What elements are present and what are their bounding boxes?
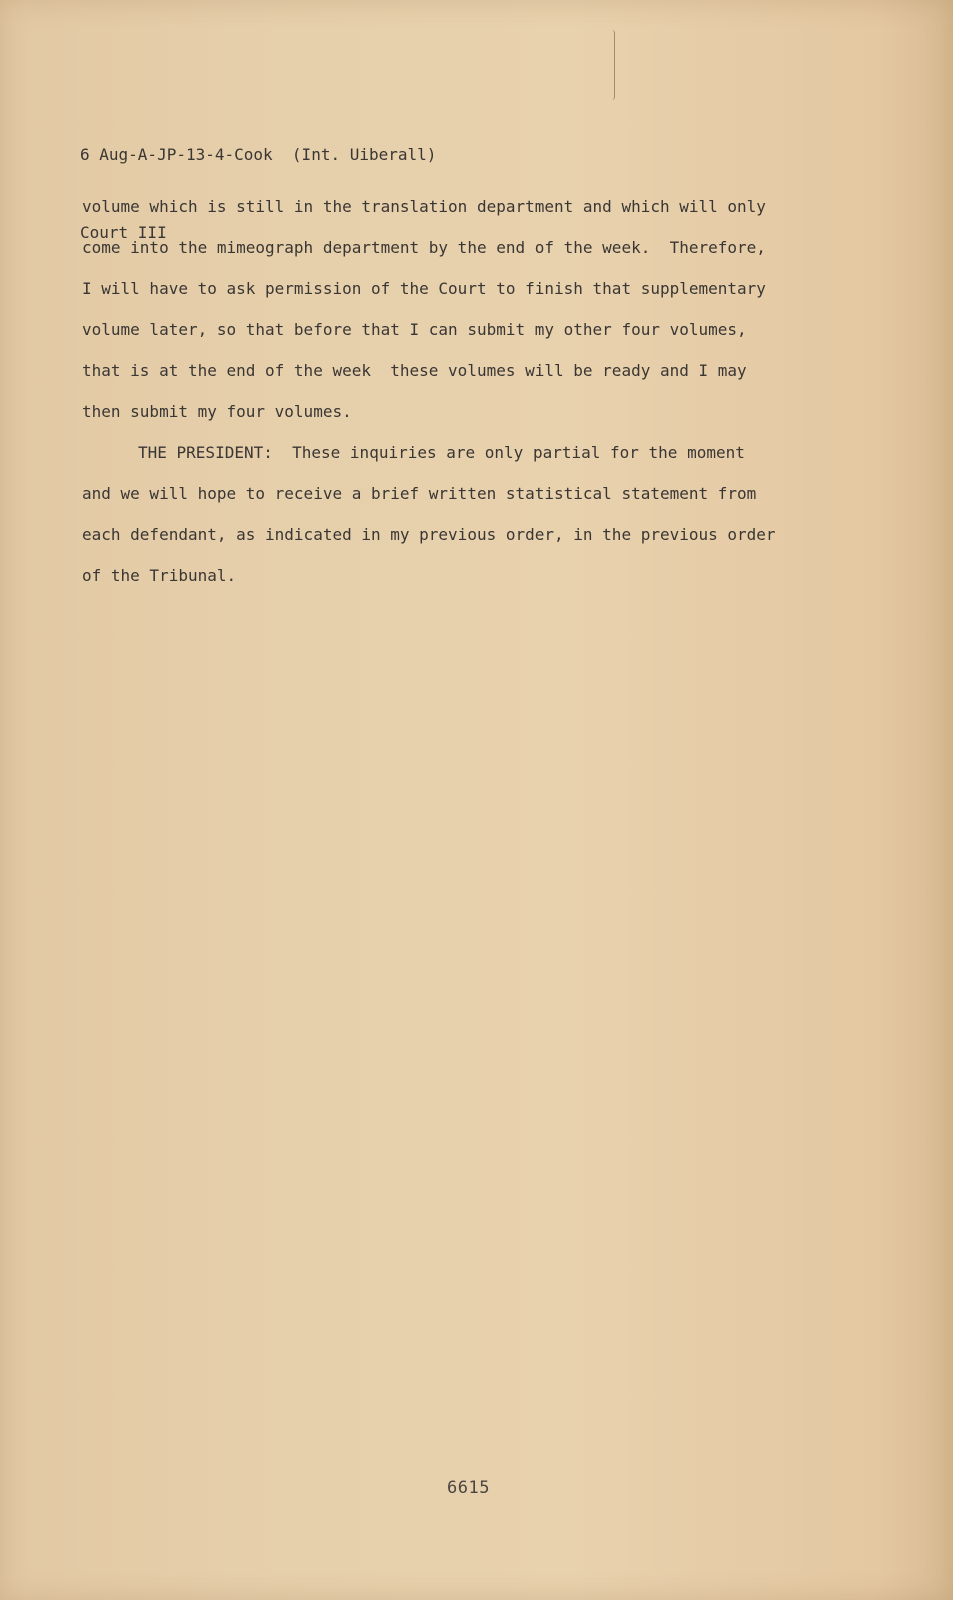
transcript-body [82, 186, 842, 596]
body-line: that is at the end of the week these volumes will be ready and I may [82, 361, 747, 380]
body-line: come into the mimeograph department by the end of the week. Therefore, [82, 238, 766, 257]
header-line-1: 6 Aug-A-JP-13-4-Cook (Int. Uiberall) [80, 145, 437, 164]
page-number: 6615 [447, 1478, 490, 1498]
body-line: volume later, so that before that I can submit my other four volumes, [82, 320, 747, 339]
body-line: then submit my four volumes. [82, 402, 352, 421]
body-line: of the Tribunal. [82, 566, 237, 585]
body-line: I will have to ask permission of the Court to finish that supplementary [82, 279, 766, 298]
body-line: and we will hope to receive a brief written statistical statement from [82, 484, 757, 503]
header-line-2: Court III [80, 223, 167, 242]
body-line: each defendant, as indicated in my previous order, in the previous order [82, 525, 776, 544]
speaker-line: THE PRESIDENT: These inquiries are only partial for the moment [138, 443, 745, 462]
body-line: volume which is still in the translation department and which will only [82, 197, 766, 216]
pencil-mark [612, 30, 615, 100]
